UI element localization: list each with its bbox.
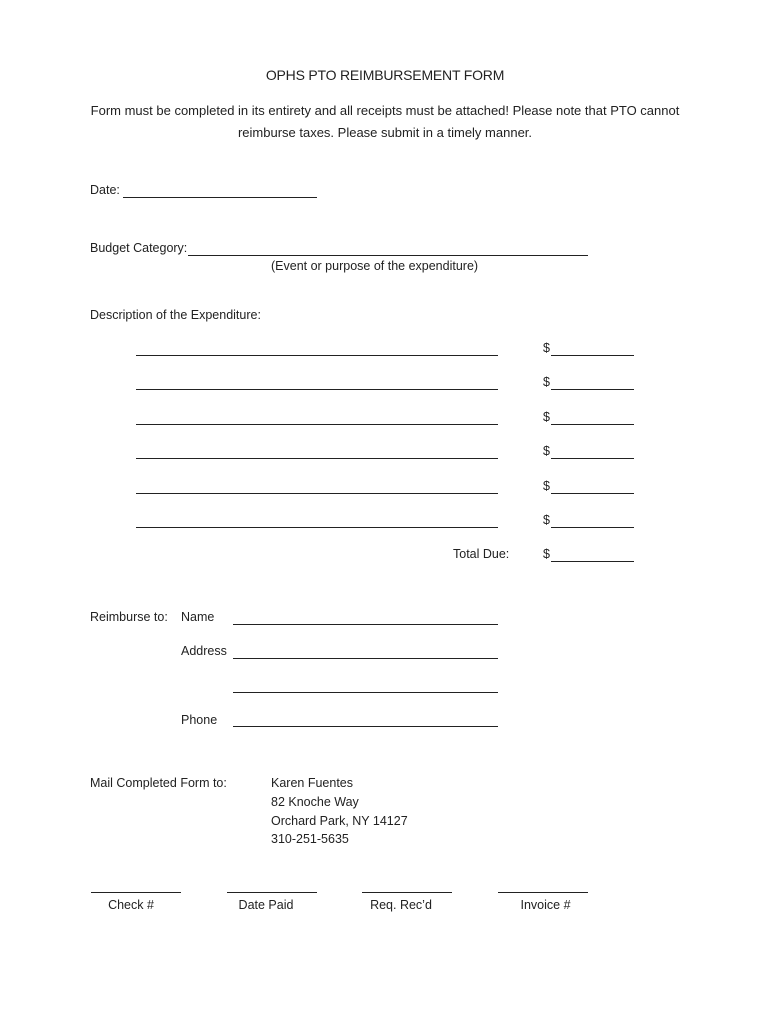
expenditure-amount-field[interactable] — [551, 527, 634, 528]
expenditure-description-field[interactable] — [136, 527, 498, 528]
req-recd-field[interactable] — [362, 892, 452, 893]
currency-symbol: $ — [543, 444, 550, 458]
mail-to-label: Mail Completed Form to: — [90, 776, 227, 790]
form-title: OPHS PTO REIMBURSEMENT FORM — [265, 67, 505, 83]
reimburse-to-label: Reimburse to: — [90, 610, 168, 624]
total-due-field[interactable] — [551, 561, 634, 562]
expenditure-amount-field[interactable] — [551, 493, 634, 494]
address-field-line-1[interactable] — [233, 658, 498, 659]
phone-field[interactable] — [233, 726, 498, 727]
description-label: Description of the Expenditure: — [90, 308, 261, 322]
expenditure-description-field[interactable] — [136, 389, 498, 390]
date-field[interactable] — [123, 197, 317, 198]
invoice-number-field[interactable] — [498, 892, 588, 893]
total-currency-symbol: $ — [543, 547, 550, 561]
address-label: Address — [181, 644, 227, 658]
currency-symbol: $ — [543, 341, 550, 355]
expenditure-amount-field[interactable] — [551, 355, 634, 356]
mail-address-line: Orchard Park, NY 14127 — [271, 814, 408, 828]
currency-symbol: $ — [543, 513, 550, 527]
name-field[interactable] — [233, 624, 498, 625]
name-label: Name — [181, 610, 215, 624]
form-instructions: Form must be completed in its entirety and all receipts must be attached! Please note that PTO cannot reimburse taxes. Please submit in a timely manner. — [90, 103, 680, 140]
expenditure-description-field[interactable] — [136, 355, 498, 356]
mail-address-line: Karen Fuentes — [271, 776, 353, 790]
currency-symbol: $ — [543, 410, 550, 424]
date-paid-field[interactable] — [227, 892, 317, 893]
budget-category-label: Budget Category: — [90, 241, 188, 255]
check-number-field[interactable] — [91, 892, 181, 893]
mail-address-line: 82 Knoche Way — [271, 795, 359, 809]
expenditure-amount-field[interactable] — [551, 458, 634, 459]
expenditure-description-field[interactable] — [136, 493, 498, 494]
date-paid-label: Date Paid — [238, 898, 294, 912]
expenditure-description-field[interactable] — [136, 458, 498, 459]
date-label: Date: — [90, 183, 120, 197]
mail-address-line: 310-251-5635 — [271, 832, 349, 846]
address-field-line-2[interactable] — [233, 692, 498, 693]
invoice-number-label: Invoice # — [520, 898, 571, 912]
req-recd-label: Req. Rec’d — [370, 898, 432, 912]
phone-label: Phone — [181, 713, 218, 727]
currency-symbol: $ — [543, 375, 550, 389]
currency-symbol: $ — [543, 479, 550, 493]
expenditure-amount-field[interactable] — [551, 389, 634, 390]
expenditure-description-field[interactable] — [136, 424, 498, 425]
check-number-label: Check # — [108, 898, 154, 912]
budget-category-field[interactable] — [188, 255, 588, 256]
total-due-label: Total Due: — [453, 547, 510, 561]
budget-category-hint: (Event or purpose of the expenditure) — [271, 259, 479, 273]
expenditure-amount-field[interactable] — [551, 424, 634, 425]
